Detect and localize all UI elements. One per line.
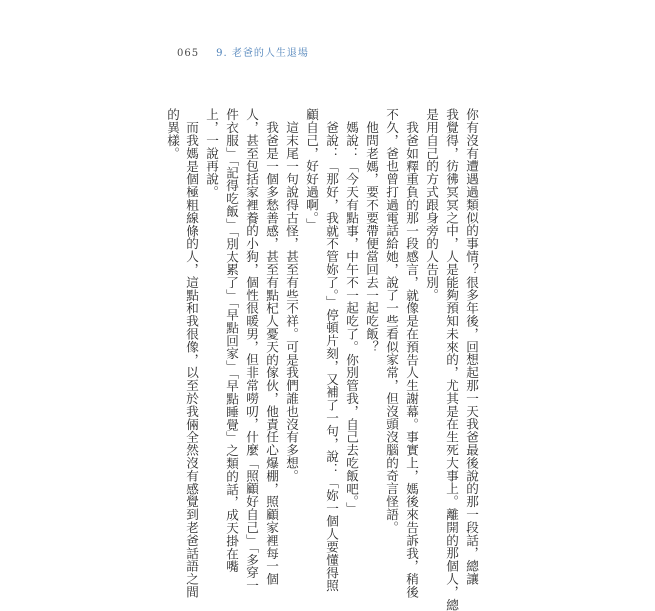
text-line: 媽說：「今天有點事，中午不一起吃了。你別管我，自己去吃飯吧。」 [344, 121, 359, 515]
text-line: 件衣服」「記得吃飯」「別太累了」「早點回家」「早點睡覺」之類的話，成天掛在嘴 [224, 108, 239, 573]
text-line: 我爸如釋重負的那一段感言，就像是在預告人生謝幕。事實上，媽後來告訴我，稍後 [404, 121, 419, 599]
body-text [164, 108, 482, 611]
text-line: 爸說：「那好，我就不管妳了。」停頓片刻，又補了一句，說：「妳一個人要懂得照 [324, 121, 339, 592]
text-line: 我爸是一個多愁善感，甚至有點杞人憂天的傢伙，他責任心爆棚，照顧家裡每一個 [264, 121, 279, 586]
text-line: 這末尾一句說得古怪，甚至有些不祥。可是我們誰也沒有多想。 [284, 121, 299, 483]
text-line: 我覺得，彷彿冥冥之中，人是能夠預知未來的，尤其是在生死大事上。離開的那個人，總 [444, 108, 459, 611]
text-line: 他問老媽，要不要帶便當回去一起吃飯？ [364, 121, 379, 354]
text-line: 你有沒有遭遇過類似的事情？很多年後，回想起那一天我爸最後說的那一段話，總讓 [464, 108, 479, 586]
chapter-title: 9. 老爸的人生退場 [216, 48, 309, 59]
text-line: 是用自己的方式跟身旁的人告別。 [424, 108, 439, 302]
text-line: 人，甚至包括家裡養的小狗，個性很暖男，但非常嘮叨，什麼「照顧好自己」「多穿一 [244, 108, 259, 592]
text-line: 上，一說再說。 [204, 108, 219, 199]
page-header [177, 44, 309, 59]
text-line: 不久，爸也曾打過電話給她，說了一些看似家常，但沒頭沒腦的奇言怪語。 [384, 108, 399, 534]
text-line: 的異樣。 [165, 108, 180, 160]
text-line: 而我媽是個極粗線條的人，這點和我很像，以至於我倆全然沒有感覺到老爸話語之間 [184, 121, 199, 599]
text-line: 顧自己，好好過啊。」 [304, 108, 319, 231]
page-number: 065 [177, 48, 200, 59]
